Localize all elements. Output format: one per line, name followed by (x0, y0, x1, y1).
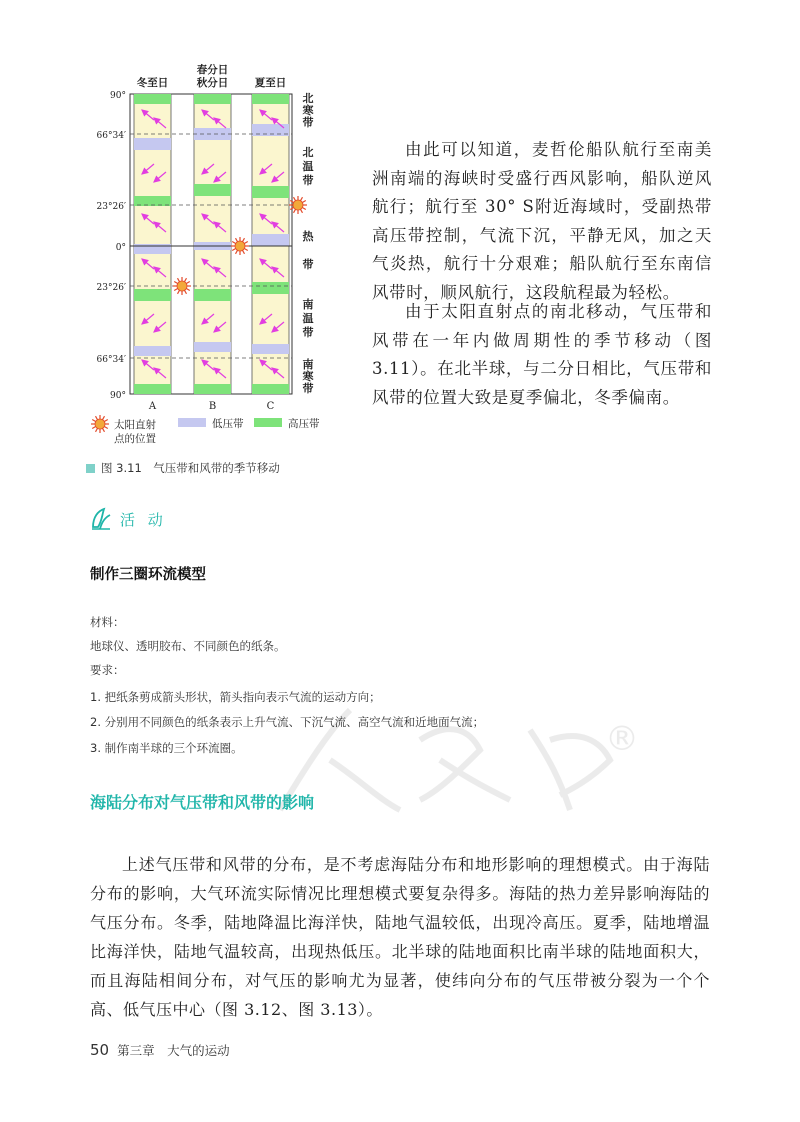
low-pressure-belt (194, 342, 231, 352)
sun-ray (244, 249, 247, 251)
sun-disc (95, 419, 105, 429)
high-pressure-belt (194, 94, 231, 104)
sun-ray (186, 289, 189, 291)
legend-high-label: 高压带 (288, 418, 320, 430)
climate-zone-label: 带 (302, 116, 314, 129)
caption-text: 图 3.11 气压带和风带的季节移动 (101, 461, 280, 475)
sun-ray (96, 428, 98, 431)
low-pressure-belt (134, 346, 171, 356)
page-footer (90, 1041, 230, 1059)
column-header: 夏至日 (254, 77, 287, 89)
sun-ray (186, 282, 189, 284)
high-pressure-belt (194, 184, 231, 196)
high-pressure-belt (134, 289, 171, 301)
sun-ray (174, 289, 177, 291)
sun-ray (243, 238, 245, 241)
column-letter: C (266, 401, 275, 412)
sun-ray (294, 197, 296, 200)
pressure-belt-figure (86, 56, 346, 476)
sun-ray (185, 290, 187, 293)
legend-low-label: 低压带 (212, 418, 244, 430)
publisher-watermark (270, 700, 650, 820)
low-pressure-belt (134, 138, 171, 150)
climate-zone-label: 带 (302, 382, 314, 395)
sun-ray (185, 278, 187, 281)
latitude-label: 23°26′ (96, 283, 126, 293)
sun-ray (96, 416, 98, 419)
climate-zone-label: 南 (302, 358, 314, 371)
latitude-label: 66°34′ (96, 131, 126, 141)
climate-zone-label: 带 (302, 258, 314, 271)
climate-zone-label: 带 (302, 174, 314, 187)
high-pressure-belt (134, 196, 171, 206)
low-pressure-belt (252, 344, 289, 354)
climate-zone-label: 温 (302, 312, 314, 325)
latitude-label: 90° (110, 91, 126, 101)
low-pressure-belt (252, 234, 289, 246)
column-header: 春分日 (196, 64, 229, 76)
latitude-label: 66°34′ (96, 355, 126, 365)
sun-disc (177, 281, 187, 291)
sun-ray (243, 250, 245, 253)
column-header: 冬至日 (136, 77, 169, 89)
climate-zone-label: 南 (302, 298, 314, 311)
sun-ray (301, 209, 303, 212)
sun-ray (302, 201, 305, 203)
sun-ray (232, 242, 235, 244)
paragraph-seasonal-shift: 由于太阳直射点的南北移动，气压带和风带在一年内做周期性的季节移动（图 3.11）。在北半球，与二分日相比，气压带和风带的位置大致是夏季偏北，冬季偏南。 (372, 302, 712, 407)
sun-ray (92, 427, 95, 429)
column-header: 秋分日 (196, 77, 229, 89)
climate-zone-label: 温 (302, 160, 314, 173)
column-letter: A (148, 401, 157, 412)
activity-header (90, 507, 167, 531)
high-pressure-belt (252, 282, 289, 294)
sun-ray (236, 250, 238, 253)
climate-zone-label: 寒 (302, 104, 314, 117)
climate-zone-label: 寒 (302, 370, 314, 383)
requirements-label: 要求： (90, 663, 125, 677)
sun-ray (244, 242, 247, 244)
high-pressure-belt (194, 289, 231, 301)
sun-disc (235, 241, 245, 251)
sun-ray (178, 290, 180, 293)
high-pressure-belt (194, 384, 231, 394)
section-paragraph: 上述气压带和风带的分布，是不考虑海陆分布和地形影响的理想模式。由于海陆分布的影响，大气环流实际情况比理想模式要复杂得多。海陆的热力差异影响海陆的气压分布。冬季，陆地降温比海洋快，陆地气温较低，出现冷高压。夏季，陆地增温比海洋快，陆地气温较高，出现热低压。北半球的陆地面积比南半球的陆地面积大，而且海陆相间分布，对气压的影响尤为显著，使纬向分布的气压带被分裂为一个个高、低气压中心（图 3.12、图 3.13）。 (90, 855, 710, 1019)
climate-zone-label: 热 (302, 230, 314, 243)
high-pressure-belt (134, 94, 171, 104)
latitude-label: 0° (115, 243, 126, 253)
climate-zone-label: 北 (302, 92, 314, 105)
high-pressure-belt (252, 186, 289, 198)
step-2: 2. 分别用不同颜色的纸条表示上升气流、下沉气流、高空气流和近地面气流； (90, 715, 485, 729)
materials-text: 地球仪、透明胶布、不同颜色的纸条。 (90, 639, 286, 653)
high-pressure-belt (134, 384, 171, 394)
sun-ray (294, 209, 296, 212)
activity-title: 制作三圈环流模型 (90, 567, 206, 583)
climate-zone-label: 带 (302, 326, 314, 339)
column-letter: B (208, 401, 217, 412)
sun-ray (103, 416, 105, 419)
sun-ray (301, 197, 303, 200)
paragraph-magellan: 由此可以知道，麦哲伦船队航行至南美洲南端的海峡时受盛行西风影响，船队逆风航行；航行至 30° S附近海域时，受副热带高压带控制，气流下沉，平静无风，加之天气炎热，航行十分艰难；船队航行至东南信风带时，顺风航行，这段航程最为轻松。 (372, 140, 712, 302)
materials-label: 材料： (90, 615, 125, 629)
sun-disc (293, 200, 303, 210)
sun-ray (174, 282, 177, 284)
sun-ray (92, 420, 95, 422)
sun-icon (231, 237, 249, 255)
legend-sun-label: 点的位置 (114, 433, 156, 445)
sun-ray (104, 420, 107, 422)
section-heading: 海陆分布对气压带和风带的影响 (90, 793, 315, 812)
sun-ray (178, 278, 180, 281)
sun-ray (104, 427, 107, 429)
chapter-title: 第三章 大气的运动 (117, 1043, 230, 1058)
low-pressure-belt (194, 128, 231, 140)
climate-zone-label: 北 (302, 146, 314, 159)
activity-label: 活 动 (120, 510, 167, 529)
sun-icon (173, 277, 191, 295)
step-3: 3. 制作南半球的三个环流圈。 (90, 741, 243, 755)
high-pressure-belt (252, 384, 289, 394)
legend-low-swatch (178, 418, 206, 427)
latitude-label: 23°26′ (96, 202, 126, 212)
sun-icon (91, 415, 109, 433)
sun-ray (236, 238, 238, 241)
page-number: 50 (90, 1041, 110, 1059)
sun-ray (302, 208, 305, 210)
activity-leaf-icon (90, 507, 112, 531)
sun-ray (103, 428, 105, 431)
watermark-registered-mark: ® (605, 719, 639, 759)
figure-caption (86, 460, 280, 476)
legend-sun-label: 太阳直射 (114, 419, 156, 431)
legend-high-swatch (254, 418, 282, 427)
step-1: 1. 把纸条剪成箭头形状，箭头指向表示气流的运动方向； (90, 690, 381, 704)
latitude-label: 90° (110, 391, 126, 401)
caption-marker-icon (86, 464, 95, 473)
high-pressure-belt (252, 94, 289, 104)
sun-ray (232, 249, 235, 251)
